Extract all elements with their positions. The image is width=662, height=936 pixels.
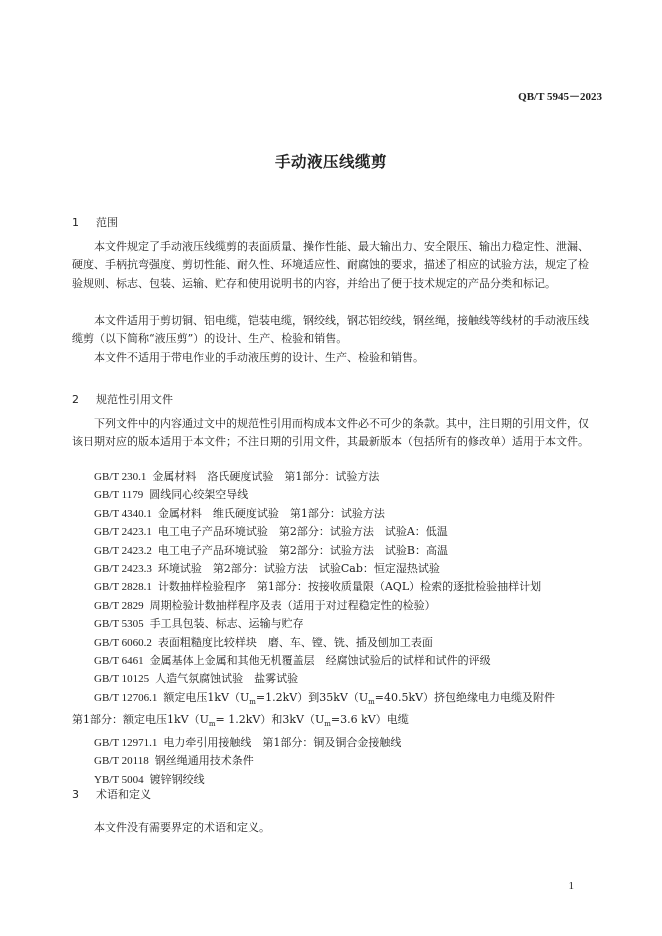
section-number: 2 (72, 393, 79, 406)
reference-code: GB/T 6461 (94, 655, 144, 668)
reference-item (72, 578, 593, 596)
references-intro: 下列文件中的内容通过文中的规范性引用而构成本文件必不可少的条款。其中，注日期的引用文件，仅该日期对应的版本适用于本文件；不注日期的引用文件，其最新版本（包括所有的修改单）适用于本文件。 (72, 417, 589, 449)
reference-title: 圆线同心绞架空导线 (149, 488, 249, 502)
reference-code: GB/T 2423.1 (94, 526, 152, 539)
reference-code: GB/T 2828.1 (94, 581, 152, 594)
reference-title: 电力牵引用接触线 第1部分：铜及铜合金接触线 (163, 736, 402, 750)
reference-item (72, 505, 593, 523)
reference-code: GB/T 5305 (94, 618, 144, 631)
section-title: 规范性引用文件 (96, 393, 173, 406)
reference-title: 镀锌钢绞线 (149, 772, 205, 786)
section-3-heading (72, 786, 151, 802)
reference-item (72, 752, 593, 770)
reference-item (72, 634, 593, 652)
reference-code: GB/T 4340.1 (94, 507, 152, 520)
reference-item (72, 468, 593, 486)
reference-item (72, 734, 593, 752)
reference-title: 电工电子产品环境试验 第2部分：试验方法 试验B：高温 (157, 543, 448, 557)
section-title: 术语和定义 (96, 788, 151, 801)
reference-title: 金属基体上金属和其他无机覆盖层 经腐蚀试验后的试样和试件的评级 (149, 654, 491, 668)
reference-item (72, 652, 593, 670)
page-title: 手动液压线缆剪 (274, 153, 387, 171)
reference-title: 环境试验 第2部分：试验方法 试验Cab：恒定湿热试验 (157, 562, 440, 576)
reference-code: GB/T 1179 (94, 489, 144, 502)
reference-item (72, 542, 593, 560)
reference-title: 钢丝绳通用技术条件 (154, 754, 254, 768)
reference-code: GB/T 10125 (94, 673, 150, 686)
reference-title: 手工具包装、标志、运输与贮存 (149, 617, 304, 631)
reference-item (72, 523, 593, 541)
reference-item (72, 560, 593, 578)
reference-title: 人造气氛腐蚀试验 盐雾试验 (155, 672, 299, 686)
reference-code: GB/T 12971.1 (94, 737, 158, 750)
reference-item (72, 615, 593, 633)
section-1-heading (72, 214, 118, 230)
section-number: 3 (72, 788, 79, 801)
reference-code: GB/T 2423.2 (94, 544, 152, 557)
doc-code: QB/T 5945－2023 (518, 91, 602, 103)
section-title: 范围 (96, 216, 118, 229)
reference-item (72, 597, 593, 615)
reference-title: 电工电子产品环境试验 第2部分：试验方法 试验A：低温 (157, 525, 448, 539)
reference-code: YB/T 5004 (94, 773, 144, 786)
reference-item (72, 689, 593, 712)
reference-code: GB/T 2829 (94, 599, 144, 612)
section-2-heading (72, 391, 173, 407)
reference-title: 周期检验计数抽样程序及表（适用于对过程稳定性的检验） (149, 598, 436, 612)
reference-title: 额定电压$1kV(U_m=1.2kV)$到$35kV(U_m=40.5kV)$挤包绝缘电力电缆及附件 (163, 690, 556, 707)
reference-title: 金属材料 维氏硬度试验 第1部分：试验方法 (157, 506, 385, 520)
reference-item (72, 670, 593, 688)
scope-paragraph-2: 本文件适用于剪切铜、铝电缆，铠装电缆，钢绞线，钢芯铝绞线，钢丝绳，接触线等线材的手动液压线缆剪（以下简称“液压剪”）的设计、生产、检验和销售。 (72, 314, 589, 346)
reference-list (72, 468, 593, 789)
reference-item (72, 486, 593, 504)
reference-item-continuation: 第1部分：额定电压$1kV(U_m= 1.2kV)$和$3kV(U_m=3.6$ kV）电缆 (72, 713, 409, 729)
reference-title: 表面粗糙度比较样块 磨、车、镗、铣、插及刨加工表面 (157, 635, 433, 649)
scope-paragraph-1: 本文件规定了手动液压线缆剪的表面质量、操作性能、最大输出力、安全限压、输出力稳定性、泄漏、硬度、手柄抗弯强度、剪切性能、耐久性、环境适应性、耐腐蚀的要求，描述了相应的试验方法，规定了检验规则、标志、包装、运输、贮存和使用说明书的内容，并给出了便于技术规定的产品分类和标记。 (72, 240, 589, 290)
reference-title: 金属材料 洛氏硬度试验 第1部分：试验方法 (152, 470, 380, 483)
reference-code: GB/T 20118 (94, 755, 149, 768)
reference-code: GB/T 230.1 (94, 471, 147, 483)
terms-paragraph: 本文件没有需要界定的术语和定义。 (94, 821, 270, 834)
section-number: 1 (72, 216, 79, 229)
reference-code: GB/T 12706.1 (94, 691, 158, 704)
page-number: 1 (568, 880, 574, 892)
reference-title: 计数抽样检验程序 第1部分：按接收质量限（AQL）检索的逐批检验抽样计划 (157, 580, 542, 594)
scope-paragraph-3: 本文件不适用于带电作业的手动液压剪的设计、生产、检验和销售。 (94, 351, 424, 364)
reference-code: GB/T 6060.2 (94, 636, 152, 649)
reference-code: GB/T 2423.3 (94, 563, 152, 576)
